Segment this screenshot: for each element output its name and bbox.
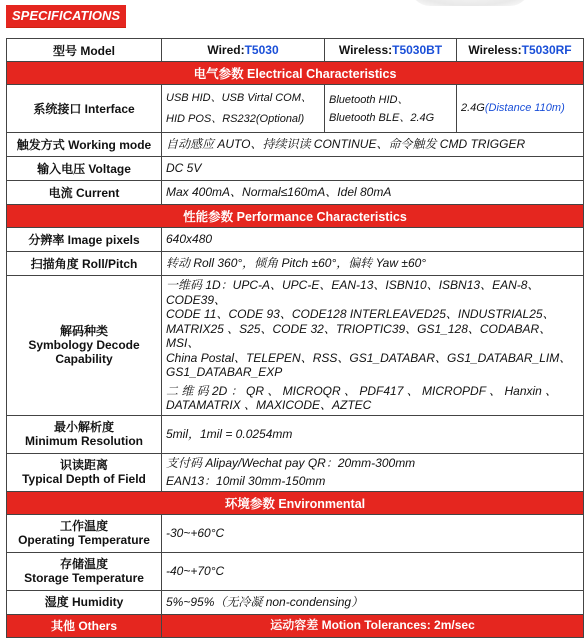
symbology-1d-line: MATRIX25 、S25、CODE 32、TRIOPTIC39、GS1_128、CODABAR、MSI、 xyxy=(166,321,552,350)
section-environmental-title: 环境参数 Environmental xyxy=(7,491,584,514)
working-mode-label: 触发方式 Working mode xyxy=(7,133,162,157)
roll-pitch-row xyxy=(7,252,584,276)
others-value: 运动容差 Motion Tolerances: 2m/sec xyxy=(162,614,584,637)
section-performance-title: 性能参数 Performance Characteristics xyxy=(7,205,584,228)
operating-temp-row xyxy=(7,514,584,552)
image-pixels-row xyxy=(7,228,584,252)
symbology-1d-line: CODE 11、CODE 93、CODE128 INTERLEAVED25、INDUSTRIAL25、 xyxy=(166,307,555,321)
symbology-label: 解码种类 Symbology Decode Capability xyxy=(7,276,162,416)
specifications-header: SPECIFICATIONS xyxy=(6,5,126,27)
interface-label: 系统接口 Interface xyxy=(7,85,162,133)
others-label: 其他 Others xyxy=(7,614,162,637)
interface-bt-value: Bluetooth HID、 Bluetooth BLE、2.4G xyxy=(325,85,457,133)
symbology-2d-line: DATAMATRIX 、MAXICODE、AZTEC xyxy=(166,398,372,412)
working-mode-row xyxy=(7,133,584,157)
current-value: Max 400mA、Normal≤160mA、Idel 80mA xyxy=(162,181,584,205)
interface-wired-value: USB HID、USB Virtal COM、 HID POS、RS232(Optional) xyxy=(162,85,325,133)
voltage-value: DC 5V xyxy=(162,157,584,181)
symbology-2d-line: 二 维 码 2D ： QR 、 MICROQR 、 PDF417 、 MICROPDF 、 Hanxin 、 xyxy=(166,383,558,398)
model-row xyxy=(7,39,584,62)
storage-temp-label: 存储温度 Storage Temperature xyxy=(7,552,162,590)
section-performance xyxy=(7,205,584,228)
symbology-1d-line: 一维码 1D：UPC-A、UPC-E、EAN-13、ISBN10、ISBN13、EAN-8、CODE39、 xyxy=(166,278,540,307)
voltage-row xyxy=(7,157,584,181)
voltage-label: 输入电压 Voltage xyxy=(7,157,162,181)
humidity-label: 湿度 Humidity xyxy=(7,590,162,614)
humidity-row xyxy=(7,590,584,614)
min-resolution-label: 最小解析度 Minimum Resolution xyxy=(7,415,162,453)
image-pixels-value: 640x480 xyxy=(162,228,584,252)
interface-rf-value: 2.4G(Distance 110m) xyxy=(457,85,584,133)
model-label: 型号 Model xyxy=(7,39,162,62)
wireless-rf-model-cell: Wireless:T5030RF xyxy=(457,39,584,62)
roll-pitch-label: 扫描角度 Roll/Pitch xyxy=(7,252,162,276)
current-label: 电流 Current xyxy=(7,181,162,205)
image-pixels-label: 分辨率 Image pixels xyxy=(7,228,162,252)
operating-temp-label: 工作温度 Operating Temperature xyxy=(7,514,162,552)
operating-temp-value: -30~+60°C xyxy=(162,514,584,552)
interface-row xyxy=(7,85,584,133)
roll-pitch-value: 转动 Roll 360°，倾角 Pitch ±60°，偏转 Yaw ±60° xyxy=(162,252,584,276)
symbology-value xyxy=(162,276,584,416)
section-electrical-title: 电气参数 Electrical Characteristics xyxy=(7,62,584,85)
min-resolution-value: 5mil，1mil = 0.0254mm xyxy=(162,415,584,453)
storage-temp-value: -40~+70°C xyxy=(162,552,584,590)
decorative-banner-shape xyxy=(410,0,530,6)
section-electrical xyxy=(7,62,584,85)
humidity-value: 5%~95%（无冷凝 non-condensing） xyxy=(162,590,584,614)
min-resolution-row xyxy=(7,415,584,453)
depth-of-field-label: 识读距离 Typical Depth of Field xyxy=(7,453,162,491)
symbology-1d-line: GS1_DATABAR_EXP xyxy=(166,365,283,379)
others-row xyxy=(7,614,584,637)
current-row xyxy=(7,181,584,205)
working-mode-value: 自动感应 AUTO、持续识读 CONTINUE、命令触发 CMD TRIGGER xyxy=(162,133,584,157)
specifications-table xyxy=(6,38,584,638)
depth-of-field-row xyxy=(7,453,584,491)
wired-model-cell: Wired:T5030 xyxy=(162,39,325,62)
wireless-bt-model-cell: Wireless:T5030BT xyxy=(325,39,457,62)
section-environmental xyxy=(7,491,584,514)
symbology-1d-line: China Postal、TELEPEN、RSS、GS1_DATABAR、GS1_DATABAR_LIM、 xyxy=(166,350,572,365)
symbology-row xyxy=(7,276,584,416)
storage-temp-row xyxy=(7,552,584,590)
depth-of-field-value: 支付码 Alipay/Wechat pay QR：20mm-300mm EAN13：10mil 30mm-150mm xyxy=(162,453,584,491)
